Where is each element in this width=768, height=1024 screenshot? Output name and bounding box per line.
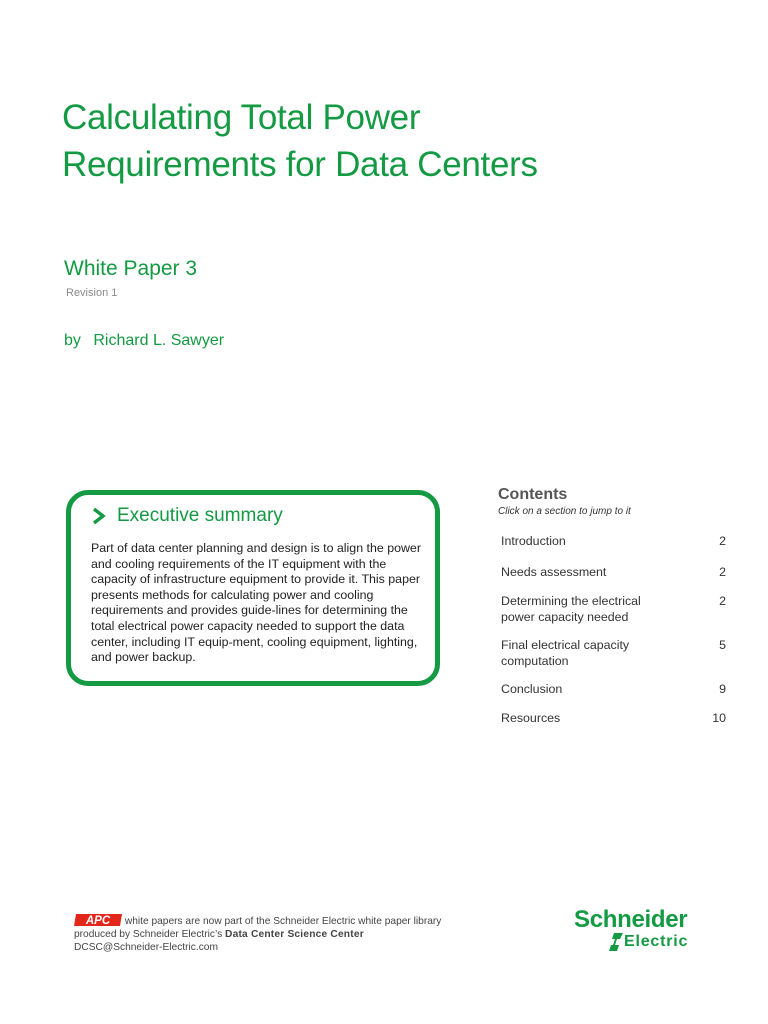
executive-summary-box: [66, 490, 440, 686]
toc-item-page: 9: [719, 682, 726, 696]
toc-item-label: Determining the electrical power capacity needed: [501, 594, 641, 624]
revision-label: Revision 1: [66, 287, 118, 299]
document-title: [62, 94, 702, 188]
toc-item-page: 2: [719, 534, 726, 548]
chevron-right-icon: [91, 507, 107, 525]
footer-line-2: [74, 928, 494, 941]
title-line-1: Calculating Total Power: [62, 98, 421, 137]
author-name: Richard L. Sawyer: [93, 332, 225, 349]
toc-item-page: 2: [719, 594, 726, 608]
toc-item-label: Resources: [501, 711, 561, 725]
toc-item-page: 10: [712, 711, 726, 725]
apc-logo: [74, 913, 122, 927]
footer-notice: [74, 913, 494, 954]
title-line-2: Requirements for Data Centers: [62, 145, 538, 184]
contents-subtitle: Click on a section to jump to it: [498, 506, 631, 517]
byline-prefix: by: [64, 332, 81, 349]
toc-item-label: Introduction: [501, 534, 566, 548]
contents-title: Contents: [498, 486, 568, 503]
executive-summary-heading: [91, 505, 283, 527]
toc-item-label: Final electrical capacity computation: [501, 638, 630, 668]
contents-panel: [498, 486, 726, 725]
byline: [64, 332, 224, 350]
apc-logo-text: APC: [85, 915, 111, 927]
footer-library-text: white papers are now part of the Schneider Electric white paper library: [124, 916, 442, 927]
toc-item-label: Conclusion: [501, 682, 563, 696]
logo-schneider-text: Schneider: [574, 906, 688, 933]
executive-summary-title: Executive summary: [117, 505, 283, 526]
footer-produced-by: produced by Schneider Electric’s: [74, 929, 223, 940]
schneider-e-icon: [608, 932, 624, 952]
footer-dcsc: Data Center Science Center: [225, 929, 364, 940]
logo-electric-text: Electric: [624, 933, 689, 950]
toc-item-page: 2: [719, 565, 726, 579]
toc-item-page: 5: [719, 638, 726, 652]
executive-summary-text: Part of data center planning and design is to align the power and cooling requirements of the IT equipment with the capacity of infrastructure equipment to provide it. This paper presents methods for calculating power and cooling requirements and provides guide-lines for determining the total electrical power capacity needed to support the data center, including IT equip-ment, cooling equipment, lighting, and power backup.: [91, 541, 421, 665]
footer-email[interactable]: DCSC@Schneider-Electric.com: [74, 942, 218, 953]
toc-item-label: Needs assessment: [501, 565, 607, 579]
white-paper-number: White Paper 3: [64, 257, 198, 280]
footer-line-1: [74, 913, 494, 928]
schneider-electric-logo: [574, 906, 724, 956]
